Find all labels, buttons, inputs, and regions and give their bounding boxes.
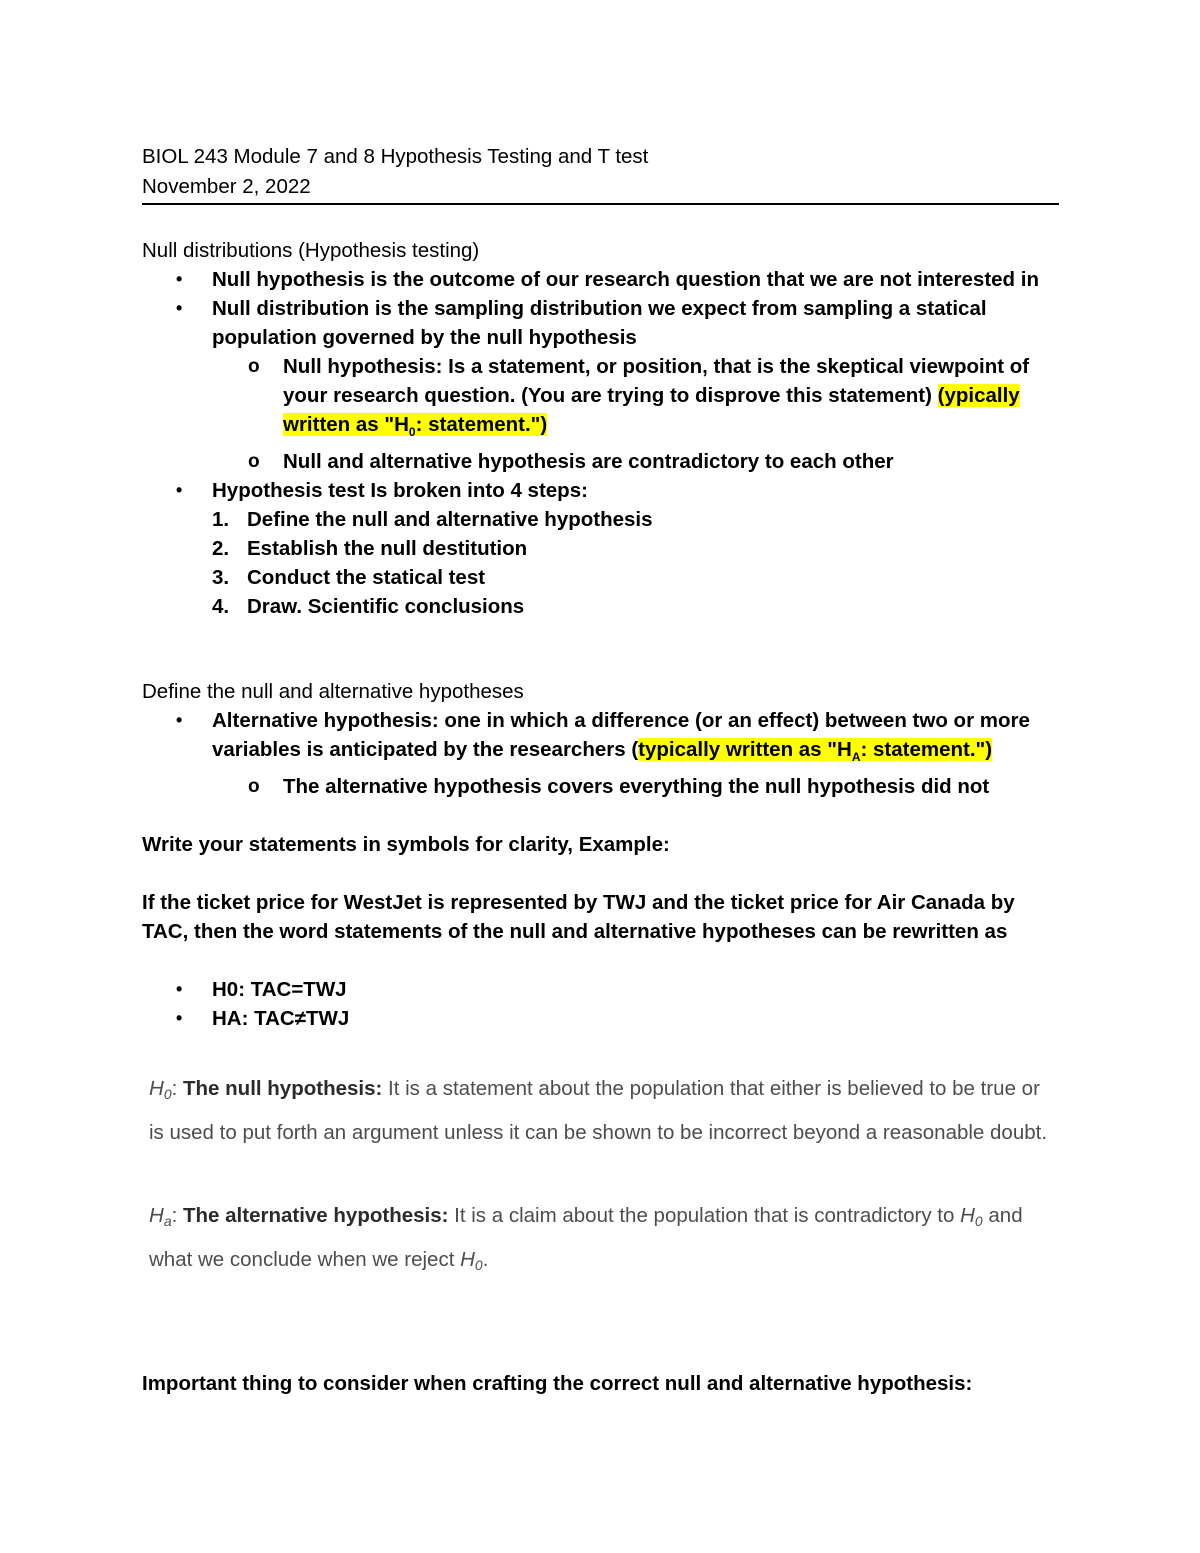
document-title: BIOL 243 Module 7 and 8 Hypothesis Testing and T test	[142, 145, 649, 168]
definition-text: and what we conclude when we reject	[149, 1204, 1023, 1271]
alternative-hypothesis-definition-image: $H_a$: The alternative hypothesis: It is a claim about the population that is contradictory to $H_0$ and what we conclude when we reject $H_0$.	[149, 1204, 1023, 1273]
sub-bullet-marker: o	[248, 356, 260, 377]
step-number: 3.	[212, 566, 230, 590]
bullet-marker: •	[176, 298, 183, 318]
subscript: 0	[974, 1213, 983, 1230]
list-item-text: H0: TAC=TWJ	[212, 978, 347, 1002]
list-item	[142, 265, 1059, 294]
bullet-marker: •	[176, 480, 183, 501]
h0-symbol	[149, 1077, 172, 1103]
step-text: Draw. Scientific conclusions	[247, 595, 525, 619]
alternative-hypothesis-list	[142, 706, 1059, 801]
null-hypothesis-definition-image: $H_0$: The null hypothesis: It is a statement about the population that either is believed to be true or is used to put forth an argument unless it can be shown to be incorrect beyond a reasonable doubt.	[149, 1077, 1048, 1144]
step-item	[142, 534, 1059, 563]
subscript: 0	[474, 1256, 483, 1273]
section-heading-null-distributions: Null distributions (Hypothesis testing)	[142, 239, 480, 262]
highlight-part: : statement.")	[415, 413, 548, 436]
step-number: 4.	[212, 595, 230, 619]
list-item	[142, 706, 1059, 772]
sub-list-item	[142, 772, 1059, 801]
step-item	[142, 505, 1059, 534]
list-item-text: Null distribution is the sampling distribution we expect from sampling a statical population governed by the null hypothesis	[212, 297, 987, 349]
subscript: a	[163, 1213, 172, 1230]
steps-list	[142, 505, 1059, 621]
spacer	[142, 946, 1059, 975]
definition-text: .	[482, 1247, 489, 1271]
bullet-marker: •	[176, 979, 183, 1000]
section-heading-define-hypotheses: Define the null and alternative hypotheses	[142, 680, 524, 704]
example-intro: Write your statements in symbols for clarity, Example:	[142, 833, 670, 857]
subscript: 0	[408, 425, 416, 440]
list-item	[142, 1004, 1059, 1033]
list-item-text: Null and alternative hypothesis are contradictory to each other	[283, 450, 894, 474]
list-item	[142, 476, 1059, 505]
bullet-marker: •	[176, 710, 183, 731]
subscript: A	[851, 750, 861, 765]
highlighted-text	[638, 738, 993, 765]
subscript: 0	[163, 1086, 172, 1103]
definition-text: It is a claim about the population that is contradictory to	[448, 1204, 961, 1228]
header-divider	[142, 203, 1059, 205]
list-item	[142, 975, 1059, 1004]
list-item-text: Hypothesis test Is broken into 4 steps:	[212, 479, 588, 503]
step-item	[142, 563, 1059, 592]
definition-text: It is a statement about the population that either is believed to be true or is used to put forth an argument unless it can be shown to be incorrect beyond a reasonable doubt.	[149, 1077, 1048, 1144]
symbol-letter: H	[149, 1077, 164, 1101]
sub-bullet-marker: o	[248, 451, 260, 473]
symbol-letter: H	[149, 1204, 164, 1228]
step-number: 1.	[212, 508, 230, 532]
bullet-marker: •	[176, 1008, 183, 1029]
sub-bullet-marker: o	[248, 776, 260, 798]
list-item-text: The alternative hypothesis covers everything the null hypothesis did not	[283, 775, 990, 799]
highlight-part: : statement.")	[860, 738, 993, 762]
list-item	[142, 294, 1059, 352]
list-item-text: Null hypothesis: Is a statement, or position, that is the skeptical viewpoint of your research question. (You are trying to disprove this statement)	[283, 355, 1030, 407]
document-page	[142, 142, 1059, 1398]
h0-symbol	[460, 1248, 483, 1271]
highlight-part: (ypically written as "H	[283, 384, 1020, 436]
definition-term: The null hypothesis:	[183, 1077, 383, 1101]
symbol-statements-list	[142, 975, 1059, 1033]
step-item	[142, 592, 1059, 621]
h0-symbol	[960, 1204, 983, 1230]
spacer	[142, 801, 1059, 830]
example-paragraph: If the ticket price for WestJet is represented by TWJ and the ticket price for Air Canada by TAC, then the word statements of the null and alternative hypotheses can be rewritten as	[142, 891, 1015, 944]
step-text: Conduct the statical test	[247, 566, 486, 590]
step-text: Establish the null destitution	[247, 537, 528, 561]
step-number: 2.	[212, 537, 230, 561]
null-distribution-list	[142, 265, 1059, 505]
symbol-letter: H	[960, 1204, 975, 1228]
bullet-marker: •	[176, 269, 183, 289]
list-item-text: Null hypothesis is the outcome of our research question that we are not interested in	[212, 268, 1039, 291]
list-item-text: Alternative hypothesis: one in which a difference (or an effect) between two or more variables is anticipated by the researchers (	[212, 709, 1030, 762]
document-date: November 2, 2022	[142, 175, 311, 198]
closing-heading: Important thing to consider when crafting the correct null and alternative hypothesis:	[142, 1372, 973, 1396]
ha-symbol	[149, 1204, 172, 1230]
spacer	[142, 621, 1059, 677]
spacer	[142, 1151, 1059, 1197]
list-item-text: HA: TAC≠TWJ	[212, 1007, 350, 1031]
spacer	[142, 859, 1059, 888]
symbol-letter: H	[460, 1247, 475, 1271]
highlight-part: typically written as "H	[638, 738, 852, 762]
step-text: Define the null and alternative hypothesis	[247, 508, 653, 532]
definition-term: The alternative hypothesis:	[183, 1204, 449, 1228]
document-header	[142, 142, 1059, 202]
sub-list-item	[142, 352, 1059, 447]
sub-list-item	[142, 447, 1059, 476]
